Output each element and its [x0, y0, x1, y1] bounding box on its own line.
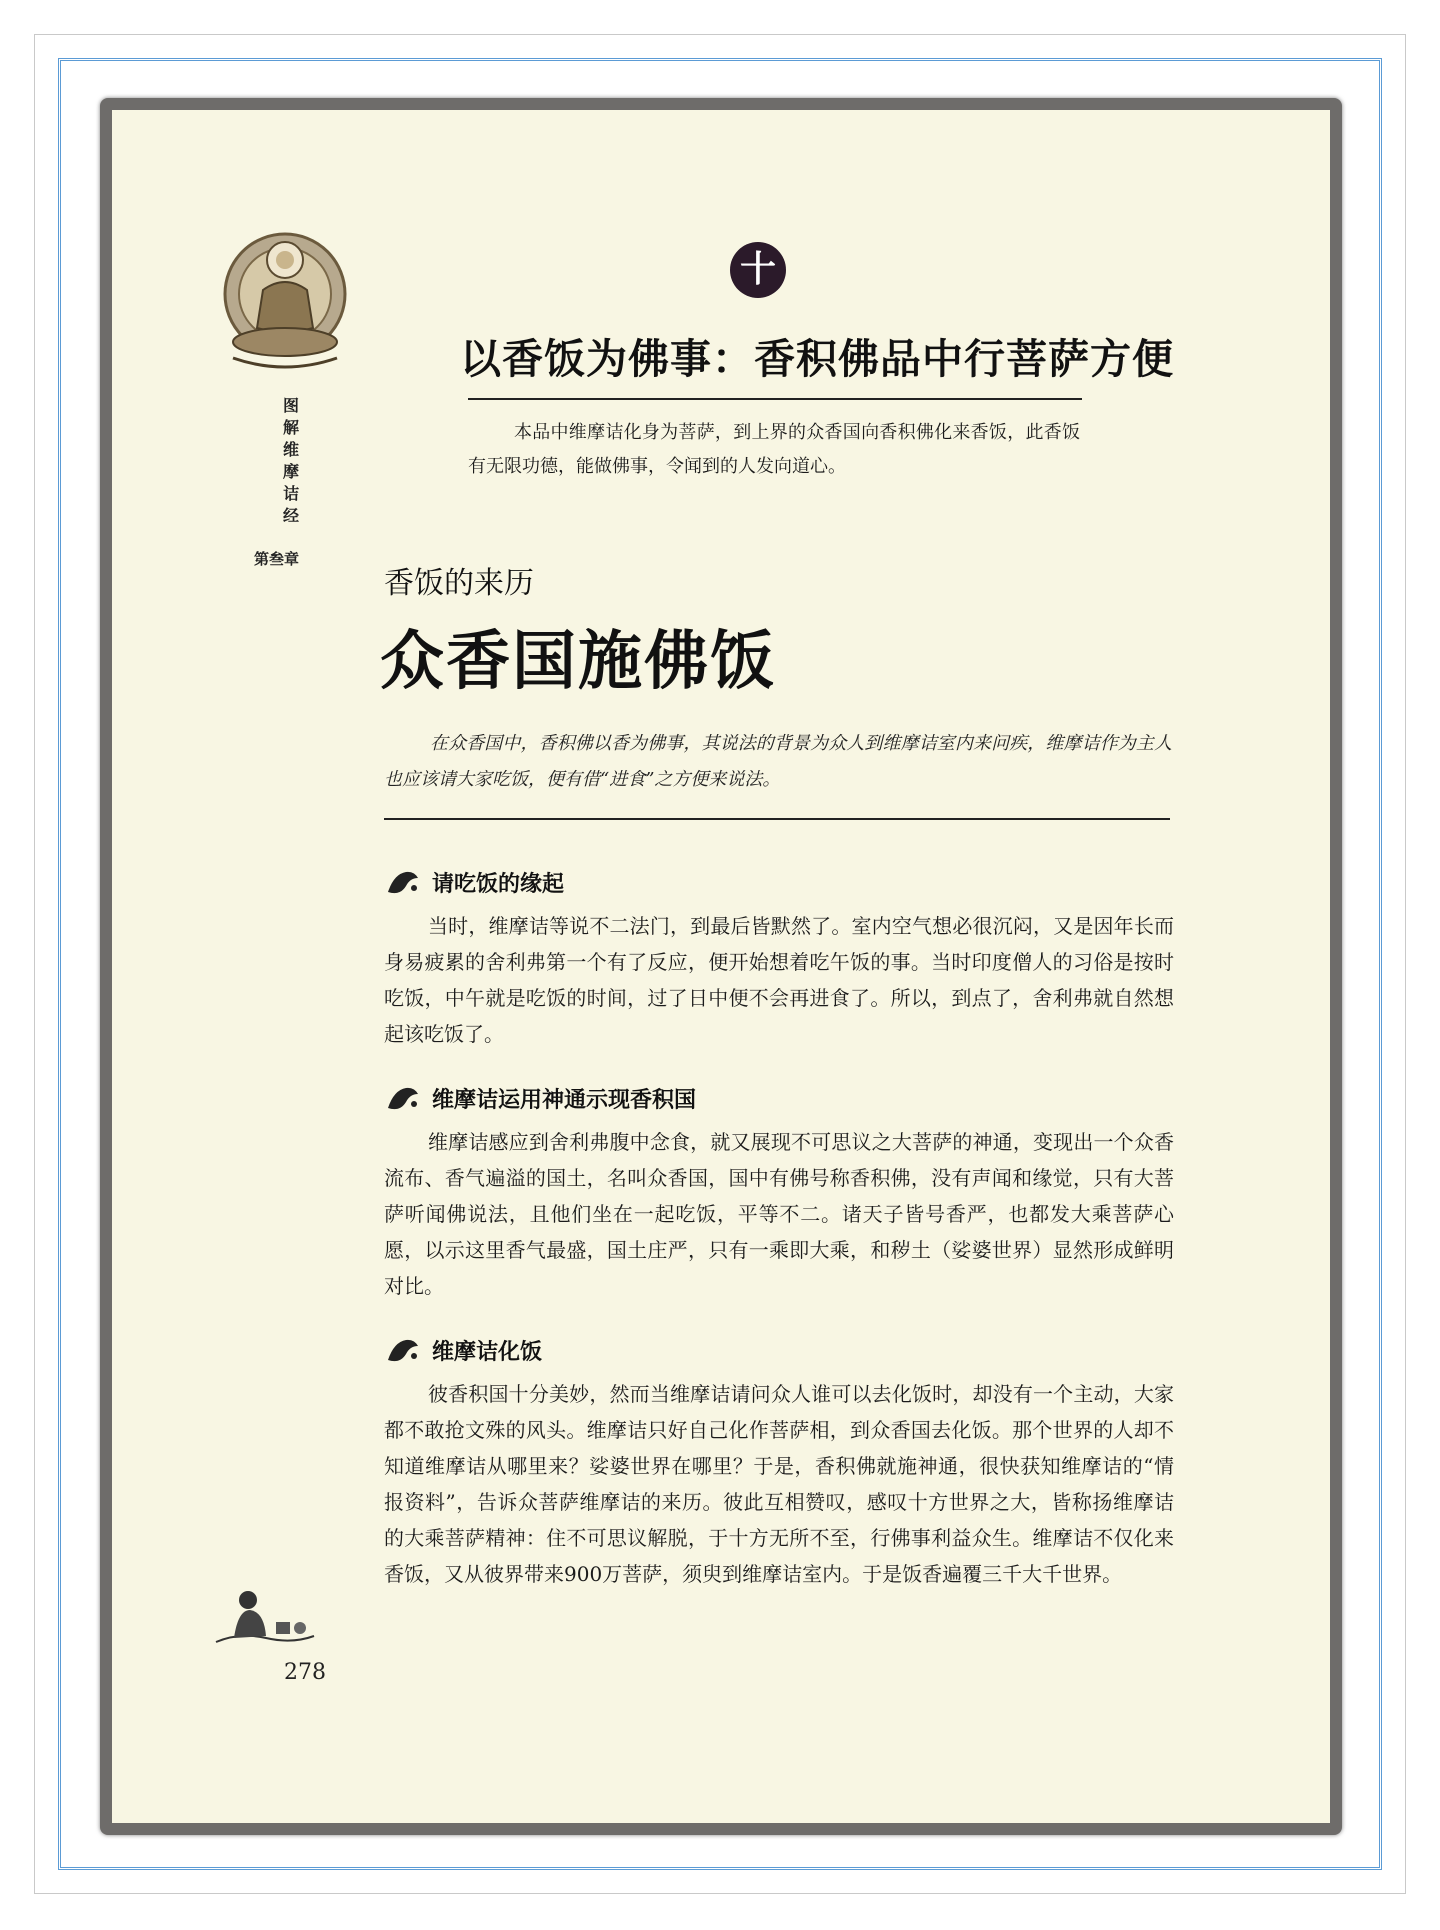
subsection: [384, 1330, 1174, 1592]
subsection-body: 当时，维摩诘等说不二法门，到最后皆默然了。室内空气想必很沉闷，又是因年长而身易疲累的舍利弗第一个有了反应，便开始想着吃午饭的事。当时印度僧人的习俗是按时吃饭，中午就是吃饭的时间，过了日中便不会再进食了。所以，到点了，舍利弗就自然想起该吃饭了。: [384, 914, 1174, 1046]
subsection-heading-text: 维摩诘化饭: [432, 1339, 543, 1365]
chapter-intro: 本品中维摩诘化身为菩萨，到上界的众香国向香积佛化来香饭，此香饭有无限功德，能做佛事，令闻到的人发向道心。: [468, 422, 1080, 477]
brush-icon: [384, 1082, 424, 1114]
subsection-body: 维摩诘感应到舍利弗腹中念食，就又展现不可思议之大菩萨的神通，变现出一个众香流布、香气遍溢的国土，名叫众香国，国中有佛号称香积佛，没有声闻和缘觉，只有大菩萨听闻佛说法，且他们坐在一起吃饭，平等不二。诸天子皆号香严，也都发大乘菩萨心愿，以示这里香气最盛，国土庄严，只有一乘即大乘，和秽土（娑婆世界）显然形成鲜明对比。: [384, 1130, 1174, 1298]
section-subtitle: 香饭的来历: [384, 566, 534, 601]
brush-icon: [384, 866, 424, 898]
chapter-title: 以香饭为佛事：香积佛品中行菩萨方便: [460, 335, 1174, 383]
monk-illustration: [210, 1578, 320, 1650]
subsection-heading: [384, 862, 1174, 902]
subsection: [384, 1078, 1174, 1304]
section-lead: 在众香国中，香积佛以香为佛事，其说法的背景为众人到维摩诘室内来问疾，维摩诘作为主人也应该请大家吃饭，便有借“进食”之方便来说法。: [384, 733, 1172, 790]
subsection-heading-text: 维摩诘运用神通示现香积国: [432, 1087, 697, 1113]
subsection: [384, 862, 1174, 1052]
subsection-heading-text: 请吃饭的缘起: [432, 871, 565, 897]
subsection-body: 彼香积国十分美妙，然而当维摩诘请问众人谁可以去化饭时，却没有一个主动，大家都不敢抢文殊的风头。维摩诘只好自己化作菩萨相，到众香国去化饭。那个世界的人却不知道维摩诘从哪里来？娑婆世界在哪里？于是，香积佛就施神通，很快获知维摩诘的“情报资料”，告诉众菩萨维摩诘的来历。彼此互相赞叹，感叹十方世界之大，皆称扬维摩诘的大乘菩萨精神：住不可思议解脱，于十方无所不至，行佛事利益众生。维摩诘不仅化来香饭，又从彼界带来900万菩萨，须臾到维摩诘室内。于是饭香遍覆三千大千世界。: [384, 1382, 1174, 1586]
lead-rule: [384, 818, 1170, 820]
side-book-title: 图解维摩诘经: [282, 396, 299, 525]
buddha-illustration: [215, 230, 355, 378]
title-rule: [468, 398, 1082, 400]
page-number: 278: [284, 1660, 326, 1685]
subsection-heading: [384, 1078, 1174, 1118]
brush-icon: [384, 1334, 424, 1366]
section-title: 众香国施佛饭: [380, 624, 776, 699]
side-chapter-label: 第叁章: [254, 550, 300, 568]
subsection-heading: [384, 1330, 1174, 1370]
chapter-number-badge: 十: [730, 242, 786, 298]
